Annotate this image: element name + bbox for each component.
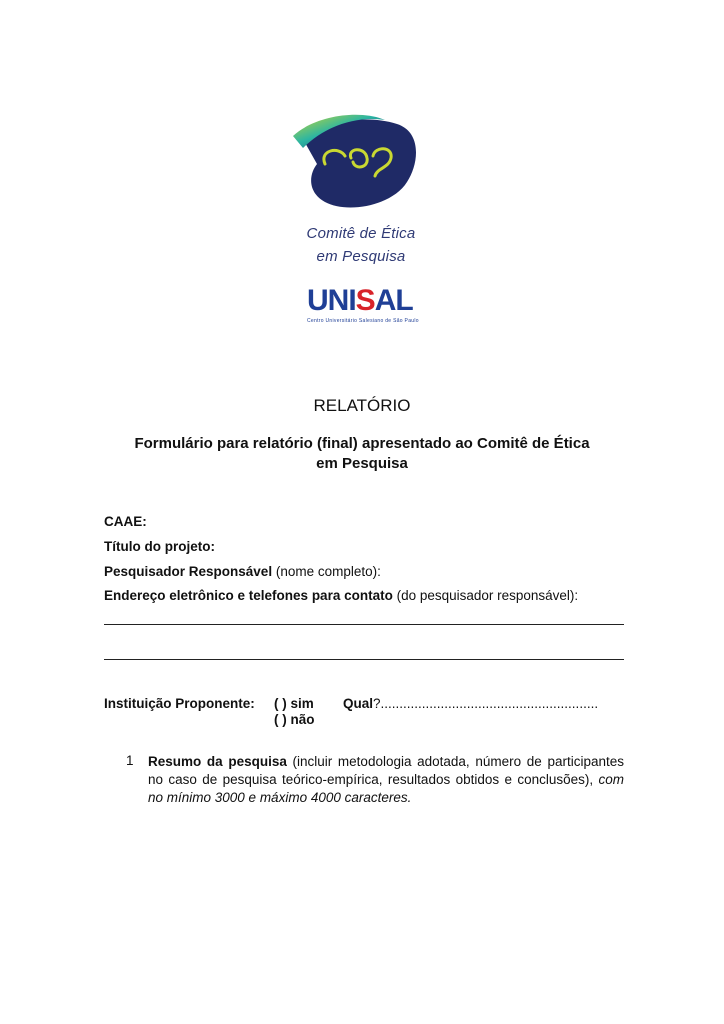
titulo-field xyxy=(104,539,215,554)
cep-name-line1: Comitê de Ética xyxy=(306,225,416,242)
unisal-subtitle: Centro Universitário Salesiano de São Paulo xyxy=(307,318,419,324)
unisal-part-s: S xyxy=(355,284,375,317)
contato-label: Endereço eletrônico e telefones para contato xyxy=(104,588,393,603)
pesquisador-field xyxy=(104,564,381,579)
unisal-logo xyxy=(307,284,413,318)
subtitle-line2: em Pesquisa xyxy=(316,455,408,472)
contato-field xyxy=(104,588,578,603)
contato-note: (do pesquisador responsável): xyxy=(392,588,579,603)
caae-field xyxy=(104,514,147,529)
item-resumo xyxy=(148,753,624,807)
caae-label: CAAE: xyxy=(104,514,147,529)
item-description: (incluir metodologia adotada, número de participantes no caso de pesquisa teórico-empírica, resultados obtidos e conclusões), xyxy=(148,754,624,787)
titulo-label: Título do projeto: xyxy=(104,539,215,554)
option-sim-checkbox[interactable]: ( ) sim xyxy=(274,696,314,711)
qual-dots: ?.......................................................... xyxy=(373,696,599,711)
option-nao-checkbox[interactable]: ( ) não xyxy=(274,712,315,727)
qual-label: Qual xyxy=(343,696,374,711)
qual-field[interactable] xyxy=(343,696,598,711)
item-number: 1 xyxy=(126,753,134,768)
item-title: Resumo da pesquisa xyxy=(148,754,287,769)
unisal-part-c: AL xyxy=(374,284,413,317)
answer-line-2[interactable] xyxy=(104,659,624,660)
pesquisador-label: Pesquisador Responsável xyxy=(104,564,273,579)
form-subtitle xyxy=(100,434,624,474)
unisal-part-a: UNI xyxy=(307,284,356,317)
subtitle-line1: Formulário para relatório (final) apresentado ao Comitê de Ética xyxy=(134,435,590,452)
pesquisador-note: (nome completo): xyxy=(272,564,381,579)
answer-line-1[interactable] xyxy=(104,624,624,625)
page-title: RELATÓRIO xyxy=(313,396,411,415)
item-italic-note: com no mínimo 3000 e máximo 4000 caracteres. xyxy=(148,772,624,805)
header-logos xyxy=(247,84,475,390)
cep-logo-icon xyxy=(247,84,475,224)
cep-name-line2: em Pesquisa xyxy=(316,248,406,265)
instituicao-label: Instituição Proponente: xyxy=(104,696,255,711)
